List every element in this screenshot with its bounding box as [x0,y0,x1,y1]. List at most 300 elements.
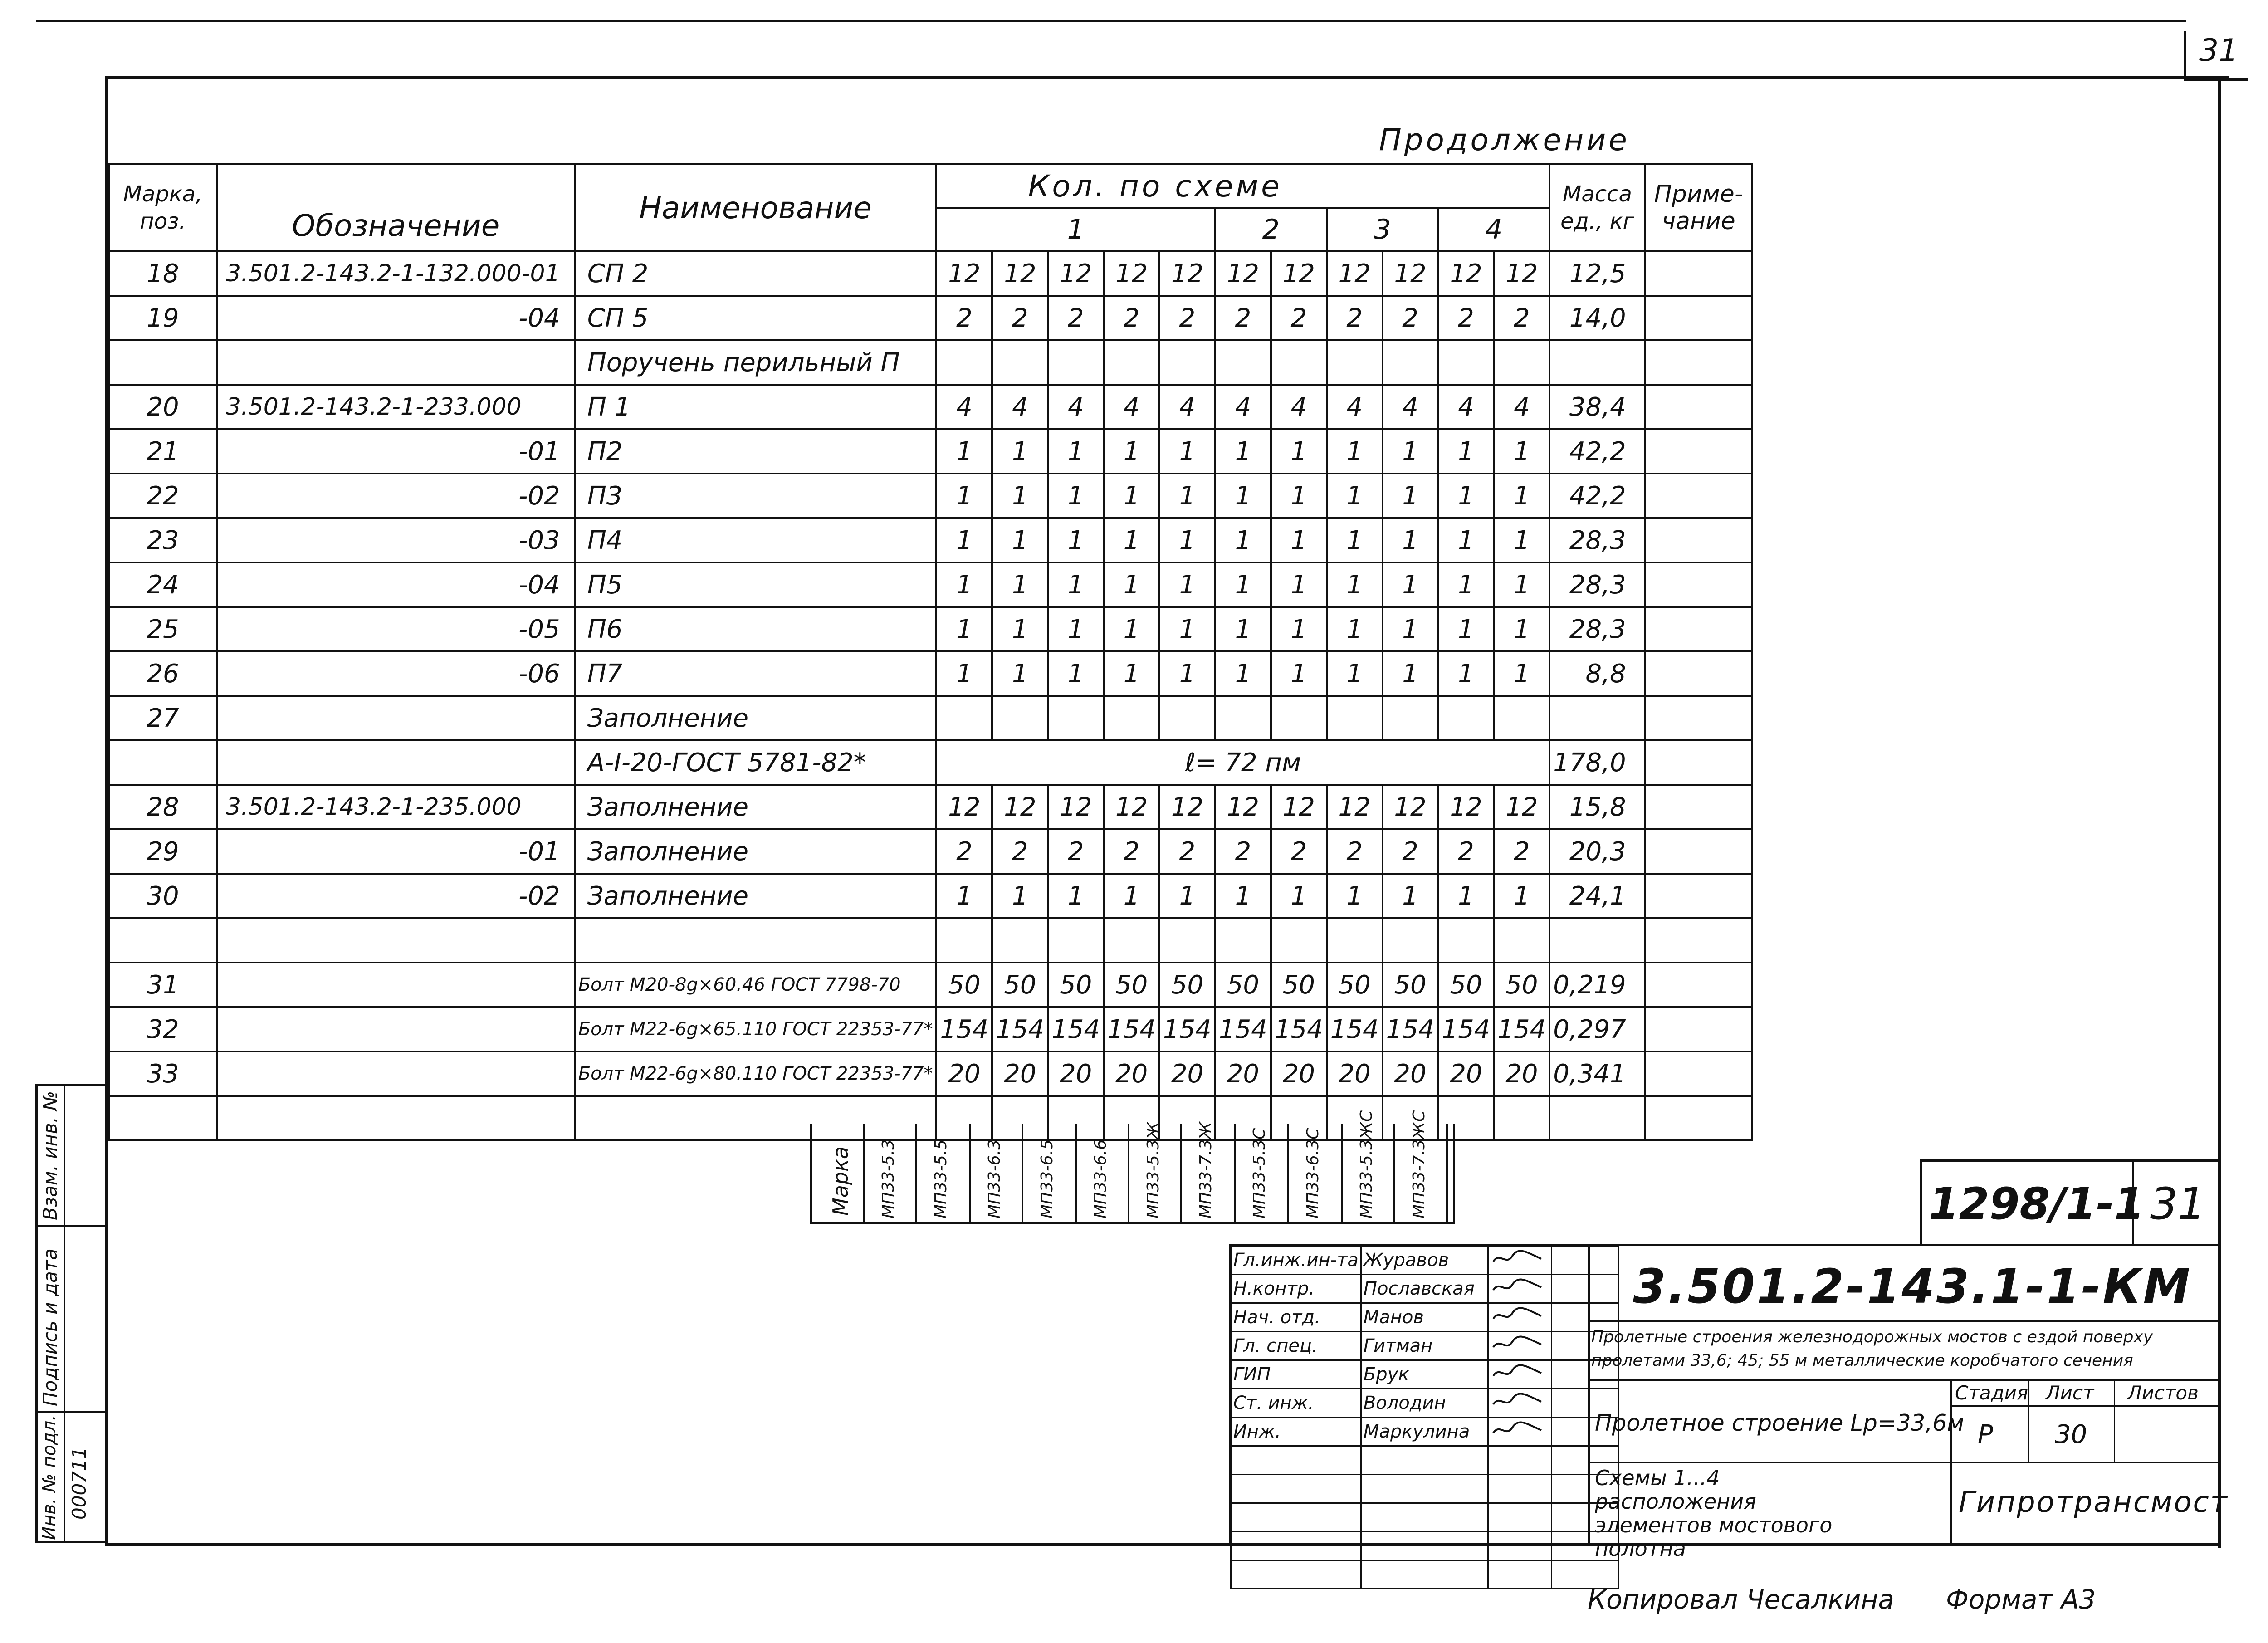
signature-date [1551,1475,1618,1503]
qty-cell [1048,696,1104,740]
qty-cell: 1 [1327,874,1383,918]
qty-cell: 1 [1104,651,1159,696]
signature-role [1231,1560,1361,1589]
qty-cell: 20 [1494,1051,1549,1096]
signature-role [1231,1532,1361,1560]
name-cell: Заполнение [575,874,937,918]
qty-cell: 2 [1215,296,1271,340]
name-cell: П5 [575,562,937,607]
header-designation-text: Обозначение [292,208,500,243]
mark-divider [1446,1124,1448,1224]
signature-role: ГИП [1231,1360,1361,1389]
qty-cell: 2 [992,296,1048,340]
qty-cell: 1 [1271,429,1327,474]
signature-mark [1488,1246,1551,1275]
qty-cell: 2 [936,296,992,340]
name-cell: СП 5 [575,296,937,340]
signature-row [1231,1532,1619,1560]
stage-label: Стадия [1955,1382,2028,1404]
qty-cell: 12 [1104,785,1159,829]
qty-cell [1215,918,1271,963]
signature-role [1231,1475,1361,1503]
qty-cell: 12 [1104,251,1159,296]
qty-cell: 1 [1159,607,1215,651]
qty-cell: 1 [936,429,992,474]
header-note [1645,164,1752,251]
pos-cell [109,918,217,963]
qty-cell [1327,918,1383,963]
qty-cell: 1 [1494,562,1549,607]
qty-cell: 50 [1327,963,1383,1007]
qty-cell [1327,696,1383,740]
header-designation [217,164,575,251]
qty-cell: 1 [1438,518,1494,562]
qty-cell: 1 [1271,562,1327,607]
qty-cell: 1 [1104,429,1159,474]
qty-cell: 1 [936,562,992,607]
mark-divider [1075,1124,1077,1224]
table-row [109,518,1752,562]
mark-label-item: МП33-6.3С [1304,1128,1322,1218]
qty-cell: 2 [1494,829,1549,874]
signature-date [1551,1446,1618,1475]
qty-cell: 154 [1104,1007,1159,1051]
mark-label-item: МП33-6.6 [1091,1139,1110,1218]
pos-cell: 28 [109,785,217,829]
table-row [109,785,1752,829]
qty-cell: 2 [1327,829,1383,874]
signature-row [1231,1475,1619,1503]
pos-cell: 33 [109,1051,217,1096]
signature-mark [1488,1446,1551,1475]
qty-cell: 50 [1383,963,1438,1007]
handwritten-signature [1491,1276,1545,1296]
mark-divider [1287,1124,1289,1224]
qty-cell: 12 [936,785,992,829]
qty-cell [1271,918,1327,963]
qty-cell: 2 [1383,296,1438,340]
pos-cell: 21 [109,429,217,474]
doc-description: Пролетные строения железнодорожных мостов с ездой поверху пролетами 33,6; 45; 55 м металлические коробчатого сечения [1591,1328,2153,1370]
qty-cell: 4 [936,385,992,429]
qty-cell: 1 [936,607,992,651]
mass-cell: 178,0 [1549,740,1645,785]
qty-cell [1104,340,1159,385]
qty-cell: 1 [1327,474,1383,518]
mark-divider [1234,1124,1236,1224]
qty-cell: 1 [1271,874,1327,918]
signature-name [1361,1446,1488,1475]
signature-role: Н.контр. [1231,1275,1361,1303]
qty-cell: 1 [1159,562,1215,607]
pos-cell: 31 [109,963,217,1007]
qty-cell: 154 [1438,1007,1494,1051]
mark-divider [863,1124,865,1224]
qty-cell [1271,340,1327,385]
corner-sheet-number: 31 [2199,33,2239,68]
handwritten-signature [1491,1334,1545,1354]
qty-cell: 12 [1383,251,1438,296]
qty-cell [1159,918,1215,963]
mass-cell: 20,3 [1549,829,1645,874]
qty-cell: 1 [1048,607,1104,651]
doc-code: 3.501.2-143.1-1-КМ [1633,1259,2192,1314]
qty-cell: 1 [992,651,1048,696]
qty-cell: 1 [1271,474,1327,518]
qty-cell: 1 [1383,474,1438,518]
qty-cell: 1 [936,874,992,918]
signature-role: Нач. отд. [1231,1303,1361,1332]
signature-date [1551,1418,1618,1446]
handwritten-signature [1491,1362,1545,1382]
qty-cell: 1 [1215,429,1271,474]
qty-cell: 154 [1159,1007,1215,1051]
mass-cell: 28,3 [1549,562,1645,607]
designation-cell: -02 [217,474,575,518]
table-row [109,340,1752,385]
name-cell: Заполнение [575,829,937,874]
signature-mark [1488,1389,1551,1418]
pos-cell: 25 [109,607,217,651]
note-cell [1645,562,1752,607]
pos-cell: 18 [109,251,217,296]
signature-row [1231,1418,1619,1446]
qty-cell: 2 [1494,296,1549,340]
qty-cell: 12 [992,785,1048,829]
mass-cell [1549,696,1645,740]
qty-cell: 12 [1048,785,1104,829]
header-row-1 [109,164,1752,208]
pos-cell: 22 [109,474,217,518]
qty-cell: 1 [1048,429,1104,474]
table-row [109,963,1752,1007]
qty-cell: 1 [1327,518,1383,562]
mark-label-item: МП33-5.3С [1250,1128,1269,1218]
signature-name [1361,1560,1488,1589]
header-qty-by-scheme [936,164,1549,208]
mark-divider [969,1124,971,1224]
signature-mark [1488,1418,1551,1446]
header-scheme-3: 3 [1327,208,1438,251]
qty-cell: 1 [1327,651,1383,696]
qty-cell: 154 [1215,1007,1271,1051]
qty-cell: 12 [1271,251,1327,296]
name-cell: П3 [575,474,937,518]
signature-date [1551,1503,1618,1532]
qty-cell: 1 [1327,607,1383,651]
qty-cell: 50 [1271,963,1327,1007]
qty-cell: 20 [1383,1051,1438,1096]
qty-cell [1383,340,1438,385]
qty-cell: 2 [1159,296,1215,340]
qty-cell: 1 [1383,562,1438,607]
header-mark-text: Марка, поз. [123,181,203,234]
sheets-label: Листов [2127,1382,2199,1404]
signature-name: Журавов [1361,1246,1488,1275]
mass-cell: 0,219 [1549,963,1645,1007]
qty-cell: 12 [1494,251,1549,296]
mass-cell: 0,297 [1549,1007,1645,1051]
designation-cell: -04 [217,296,575,340]
signature-mark [1488,1475,1551,1503]
pos-cell: 23 [109,518,217,562]
qty-cell: 20 [936,1051,992,1096]
pos-cell [109,340,217,385]
table-row [109,829,1752,874]
signature-name [1361,1475,1488,1503]
mass-cell: 42,2 [1549,429,1645,474]
note-cell [1645,829,1752,874]
table-row [109,1007,1752,1051]
pos-cell: 32 [109,1007,217,1051]
qty-cell: 1 [1215,562,1271,607]
header-scheme-1: 1 [936,208,1215,251]
qty-cell: 50 [1438,963,1494,1007]
qty-cell: 1 [1383,429,1438,474]
qty-cell [1383,696,1438,740]
qty-cell: 2 [1327,296,1383,340]
qty-cell [936,696,992,740]
qty-cell: 1 [992,474,1048,518]
qty-cell: 1 [1048,874,1104,918]
header-note-text: Приме- чание [1654,181,1743,235]
qty-cell: 2 [1271,296,1327,340]
qty-cell: 1 [1383,874,1438,918]
signature-row [1231,1275,1619,1303]
designation-cell [217,340,575,385]
qty-cell: 4 [1271,385,1327,429]
signature-date [1551,1275,1618,1303]
mass-cell: 8,8 [1549,651,1645,696]
header-mass [1549,164,1645,251]
designation-cell: -02 [217,874,575,918]
qty-cell: 12 [992,251,1048,296]
table-row [109,562,1752,607]
signature-name: Володин [1361,1389,1488,1418]
name-cell: A-I-20-ГОСТ 5781-82* [575,740,937,785]
tb-stage-hsep [1950,1405,2219,1407]
tb-code-bottom [1588,1320,2219,1322]
qty-cell: 4 [1494,385,1549,429]
qty-cell: 20 [1438,1051,1494,1096]
table-row [109,474,1752,518]
qty-cell: 12 [1327,785,1383,829]
qty-cell: 154 [1271,1007,1327,1051]
qty-cell: 2 [1104,829,1159,874]
signature-date [1551,1389,1618,1418]
frame-top [107,76,2229,79]
name-cell: Болт М20-8g×60.46 ГОСТ 7798-70 [575,963,937,1007]
qty-cell: 1 [992,429,1048,474]
qty-cell: 154 [1327,1007,1383,1051]
qty-cell: 2 [1104,296,1159,340]
qty-cell [1494,696,1549,740]
table-row [109,1051,1752,1096]
qty-cell: 1 [1494,607,1549,651]
qty-cell [1494,1096,1549,1140]
qty-cell: 1 [1494,874,1549,918]
qty-cell: 4 [992,385,1048,429]
pos-cell: 24 [109,562,217,607]
sheet-value: 30 [2055,1420,2087,1449]
qty-cell: 1 [1494,651,1549,696]
qty-cell: 20 [1159,1051,1215,1096]
name-cell: П 1 [575,385,937,429]
mark-divider [1180,1124,1182,1224]
mark-label-item: МП33-6.3 [985,1139,1004,1218]
qty-cell: 1 [1438,607,1494,651]
qty-cell: 12 [1159,785,1215,829]
qty-cell: 1 [1438,874,1494,918]
mass-cell [1549,1096,1645,1140]
qty-cell: 1 [992,562,1048,607]
qty-cell: 2 [1438,829,1494,874]
note-cell [1645,1051,1752,1096]
qty-cell: 1 [1048,474,1104,518]
signature-date [1551,1532,1618,1560]
designation-cell: -03 [217,518,575,562]
signature-date [1551,1332,1618,1360]
qty-cell: 1 [1159,874,1215,918]
qty-cell [1159,696,1215,740]
qty-cell: 1 [1215,607,1271,651]
signature-row [1231,1303,1619,1332]
name-cell: Поручень перильный П [575,340,937,385]
frame-right [2218,76,2221,1548]
qty-cell [936,918,992,963]
qty-cell: 50 [1494,963,1549,1007]
qty-cell: 50 [936,963,992,1007]
note-cell [1645,785,1752,829]
mark-label-item: МП33-5.3 [879,1139,898,1218]
pos-cell: 26 [109,651,217,696]
designation-cell [217,1096,575,1140]
header-name-text: Наименование [639,190,872,225]
signature-row [1231,1360,1619,1389]
designation-cell: -06 [217,651,575,696]
tb-desc-bottom [1588,1379,2219,1381]
qty-cell: 4 [1159,385,1215,429]
qty-cell: 1 [1048,562,1104,607]
signature-name: Брук [1361,1360,1488,1389]
qty-cell: 1 [1327,429,1383,474]
pos-cell: 30 [109,874,217,918]
table-row [109,740,1752,785]
signature-name: Гитман [1361,1332,1488,1360]
note-cell [1645,740,1752,785]
qty-cell: 20 [1048,1051,1104,1096]
name-cell: П6 [575,607,937,651]
qty-cell: 20 [992,1051,1048,1096]
top-trim-line [36,20,2186,22]
qty-cell: 1 [1159,429,1215,474]
qty-cell: 1 [936,518,992,562]
signature-mark [1488,1303,1551,1332]
qty-cell: 12 [1215,251,1271,296]
qty-cell: 20 [1271,1051,1327,1096]
pos-cell [109,1096,217,1140]
note-cell [1645,251,1752,296]
name-cell: Болт М22-6g×65.110 ГОСТ 22353-77* [575,1007,937,1051]
signature-mark [1488,1503,1551,1532]
drawing-title: Схемы 1...4 расположения элементов мостового полотна [1595,1466,1833,1561]
mark-label-item: МП33-7.3Ж [1197,1122,1215,1218]
name-cell: Болт М22-6g×80.110 ГОСТ 22353-77* [575,1051,937,1096]
mark-label-item: МП33-5.3Ж [1144,1122,1163,1218]
qty-cell: 4 [1104,385,1159,429]
signature-row [1231,1503,1619,1532]
signature-mark [1488,1275,1551,1303]
qty-cell: 1 [1048,518,1104,562]
qty-cell: 12 [1159,251,1215,296]
qty-cell [1048,918,1104,963]
header-scheme-2: 2 [1215,208,1327,251]
header-qty-text: Кол. по схеме [1028,168,1282,204]
qty-cell: 1 [1438,651,1494,696]
mass-cell: 42,2 [1549,474,1645,518]
name-cell: Заполнение [575,696,937,740]
mass-cell: 28,3 [1549,518,1645,562]
qty-cell: 1 [1327,562,1383,607]
note-cell [1645,963,1752,1007]
signature-role: Гл. спец. [1231,1332,1361,1360]
signature-role: Ст. инж. [1231,1389,1361,1418]
qty-cell: 2 [1215,829,1271,874]
note-cell [1645,385,1752,429]
qty-cell: 1 [1104,562,1159,607]
qty-cell: 154 [1048,1007,1104,1051]
qty-cell: 1 [1215,651,1271,696]
name-cell [575,918,937,963]
table-row [109,607,1752,651]
qty-cell: 1 [1271,518,1327,562]
table-row [109,429,1752,474]
signature-date [1551,1246,1618,1275]
signature-mark [1488,1560,1551,1589]
qty-cell [1271,696,1327,740]
qty-cell [1159,340,1215,385]
note-cell [1645,607,1752,651]
archive-number: 1298/1-1 [1929,1178,2145,1229]
qty-cell: 2 [1438,296,1494,340]
qty-cell [936,340,992,385]
note-cell [1645,296,1752,340]
qty-cell [992,696,1048,740]
signature-row [1231,1246,1619,1275]
handwritten-signature [1491,1391,1545,1411]
header-mass-text: Масса ед., кг [1560,181,1634,234]
qty-cell: 4 [1215,385,1271,429]
qty-cell: 1 [1383,518,1438,562]
qty-cell: 1 [992,607,1048,651]
mark-divider [915,1124,917,1224]
designation-cell [217,918,575,963]
qty-cell: 50 [1215,963,1271,1007]
qty-cell: 1 [1494,518,1549,562]
qty-cell: 154 [1494,1007,1549,1051]
qty-cell [1048,340,1104,385]
designation-cell [217,963,575,1007]
mass-cell: 38,4 [1549,385,1645,429]
qty-cell: 12 [1271,785,1327,829]
name-cell: П4 [575,518,937,562]
designation-cell: -01 [217,829,575,874]
qty-cell: 1 [1215,874,1271,918]
mark-label-item: МП33-6.5 [1038,1139,1056,1218]
qty-cell: 12 [1383,785,1438,829]
continuation-label: Продолжение [1379,122,1630,157]
signature-row [1231,1560,1619,1589]
